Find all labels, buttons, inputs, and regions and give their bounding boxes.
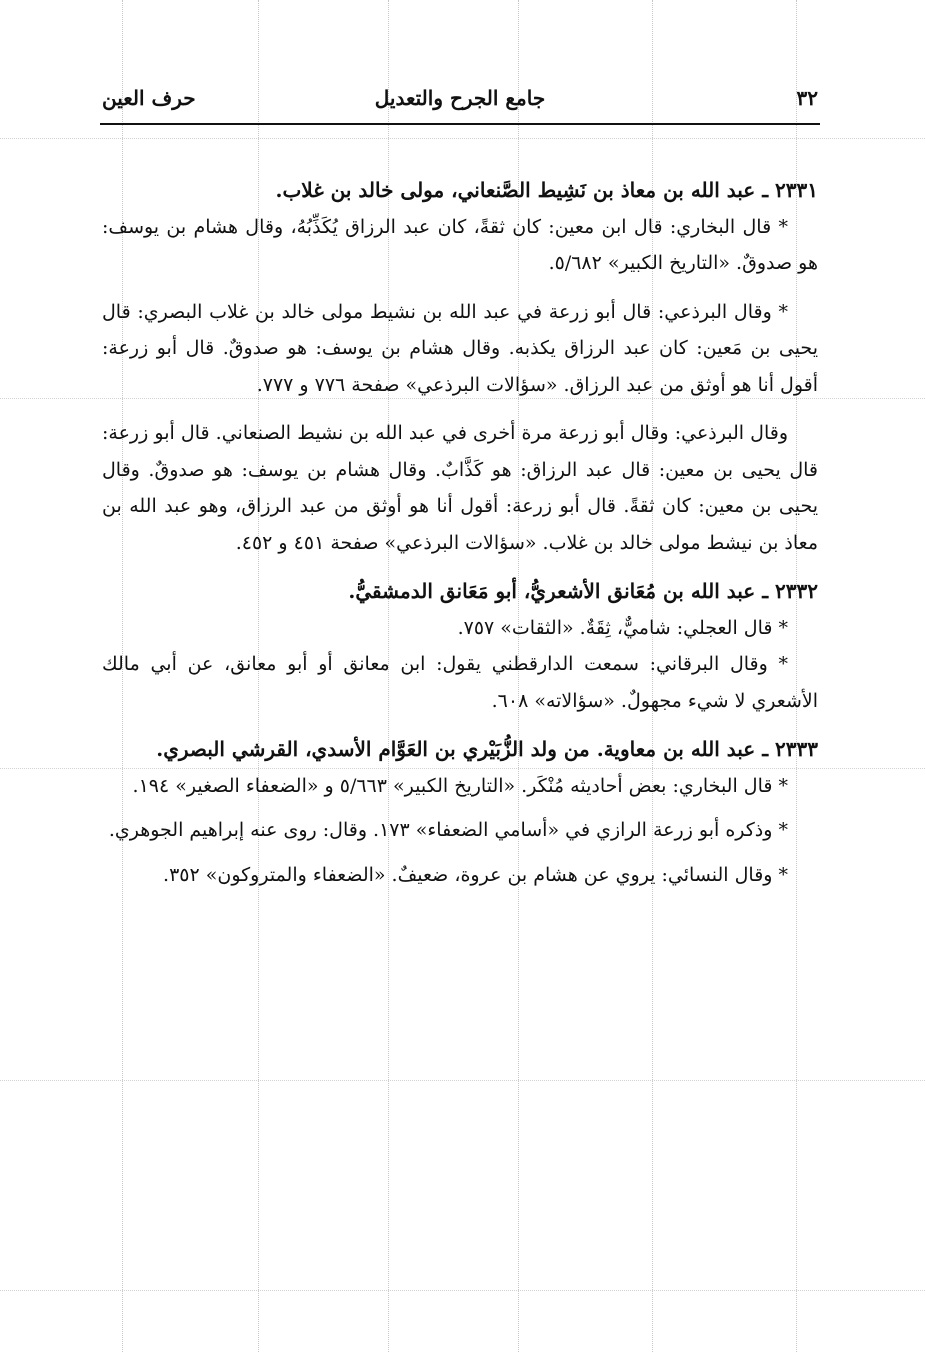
entry-2332 bbox=[102, 573, 818, 719]
entry-paragraph: * قال البخاري: قال ابن معين: كان ثقةً، كان عبد الرزاق يُكَذِّبُهُ، وقال هشام بن يوسف: هو صدوقٌ. «التاريخ الكبير» ٥/٦٨٢. bbox=[102, 215, 818, 274]
scan-guide-line bbox=[0, 138, 925, 139]
scan-guide-line bbox=[0, 1290, 925, 1291]
entry-paragraph: * وقال النسائي: يروي عن هشام بن عروة، ضعيفٌ. «الضعفاء والمتروكون» ٣٥٢. bbox=[163, 863, 788, 886]
page-number: ٣٢ bbox=[796, 86, 818, 110]
page-body bbox=[102, 172, 818, 893]
section-title: حرف العين bbox=[102, 86, 196, 110]
entry-paragraph: * قال العجلي: شاميٌّ، ثِقَةٌ. «الثقات» ٧٥٧. bbox=[457, 616, 788, 639]
entry-heading: ٢٣٣٣ ـ عبد الله بن معاوية. من ولد الزُّبَيْري بن العَوَّام الأسدي، القرشي البصري. bbox=[156, 737, 818, 761]
entry-paragraph: * وقال البرذعي: قال أبو زرعة في عبد الله بن نشيط مولى خالد بن غلاب البصري: قال يحيى بن مَعين: كان عبد الرزاق يكذبه. وقال هشام بن يوسف: هو صدوقٌ. قال أبو زرعة: أقول أنا هو أوثق من عبد الرزاق. «سؤالات البرذعي» صفحة ٧٧٦ و ٧٧٧. bbox=[102, 300, 818, 396]
entry-paragraph: * وقال البرقاني: سمعت الدارقطني يقول: ابن معانق أو أبو معانق، عن أبي مالك الأشعري لا شيء مجهولٌ. «سؤالاته» ٦٠٨. bbox=[102, 653, 818, 712]
entry-paragraph: * قال البخاري: بعض أحاديثه مُنْكَر. «التاريخ الكبير» ٥/٦٦٣ و «الضعفاء الصغير» ١٩٤. bbox=[132, 774, 788, 797]
entry-paragraph: * وذكره أبو زرعة الرازي في «أسامي الضعفاء» ١٧٣. وقال: روى عنه إبراهيم الجوهري. bbox=[108, 819, 788, 841]
scan-guide-line bbox=[0, 1080, 925, 1081]
header-rule bbox=[100, 123, 820, 125]
entry-heading: ٢٣٣١ ـ عبد الله بن معاذ بن نَشِيط الصَّنعاني، مولى خالد بن غلاب. bbox=[275, 178, 818, 202]
entry-2333 bbox=[102, 731, 818, 893]
entry-2331 bbox=[102, 172, 818, 561]
running-header bbox=[100, 84, 820, 120]
entry-heading: ٢٣٣٢ ـ عبد الله بن مُعَانق الأشعريُّ، أبو مَعَانق الدمشقيُّ. bbox=[348, 579, 818, 603]
book-title: جامع الجرح والتعديل bbox=[374, 86, 546, 110]
entry-paragraph: وقال البرذعي: وقال أبو زرعة مرة أخرى في عبد الله بن نشيط الصنعاني. قال أبو زرعة: قال يحيى بن معين: قال عبد الرزاق: هو كَذَّابٌ. وقال هشام بن يوسف: هو صدوقٌ. وقال يحيى بن معين: كان ثقةً. قال أبو زرعة: أقول أنا هو أوثق من عبد الرزاق، وهو عبد الله بن معاذ بن نيشط مولى خالد بن غلاب. «سؤالات البرذعي» صفحة ٤٥١ و ٤٥٢. bbox=[102, 422, 818, 554]
